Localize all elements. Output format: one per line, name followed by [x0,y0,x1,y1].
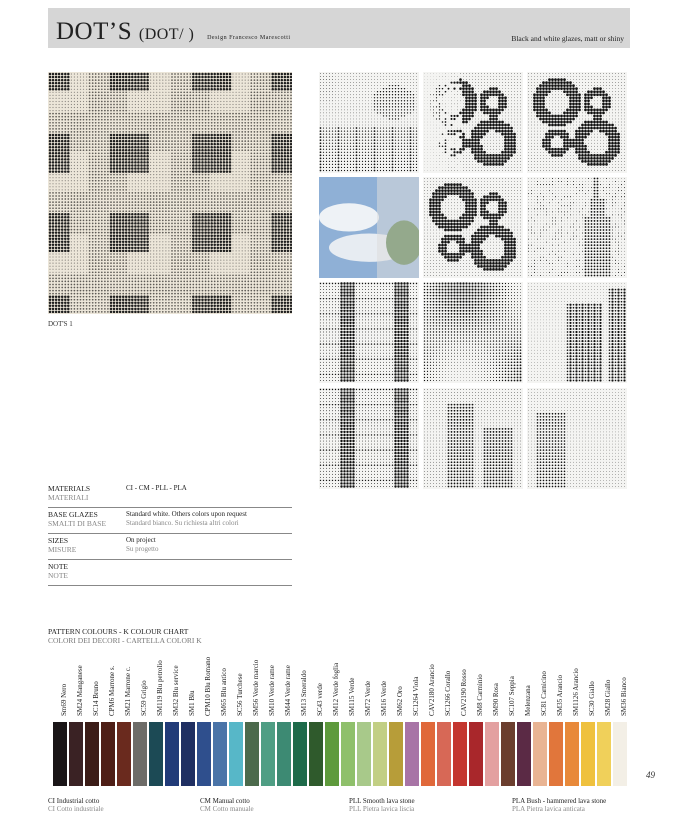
spec-value: Standard white. Others colors upon request [126,510,247,518]
page-number: 49 [646,770,655,780]
colour-swatch [244,648,260,788]
legend-cm [200,797,254,813]
swatch-label: SM115 Verde [348,677,356,716]
swatch-colour-block [405,722,419,786]
colour-swatch [420,648,436,788]
swatch-label: SM90 Rosa [492,683,500,716]
page-header [48,8,630,48]
colour-swatch [580,648,596,788]
swatch-colour-block [165,722,179,786]
photo-tile-trees [319,282,419,383]
swatch-label: SC1266 Corallo [444,670,452,716]
swatch-colour-block [549,722,563,786]
collection-title [56,18,291,46]
photo-tile-halftone [423,282,523,383]
swatch-label: SM24 Manganese [76,665,84,716]
swatch-label: SM1 Blu [188,690,196,716]
legend-en: CM Manual cotto [200,797,250,805]
specifications-table [48,484,292,588]
swatch-colour-block [277,722,291,786]
dots-pattern-graphic [48,72,292,314]
swatch-colour-block [453,722,467,786]
spec-label-it: SMALTI DI BASE [48,519,107,528]
swatch-colour-block [533,722,547,786]
swatch-label: CPM10 Blu Romano [204,656,212,716]
swatch-colour-block [597,722,611,786]
legend-it: CI Cotto industriale [48,805,104,813]
photo-tile-taj-mahal [319,72,419,173]
swatch-colour-block [69,722,83,786]
swatch-label: SM28 Giallo [604,679,612,716]
legend-en: PLL Smooth lava stone [349,797,415,805]
legend-pll [349,797,415,813]
colour-swatch [260,648,276,788]
colour-swatch [388,648,404,788]
colour-swatch [596,648,612,788]
application-photo-grid [319,72,627,490]
swatch-colour-block [373,722,387,786]
swatch-colour-block [437,722,451,786]
photo-tile-swirl-2 [423,177,523,278]
swatch-colour-block [341,722,355,786]
swatch-label: SC43 verde [316,683,324,716]
photo-tile-city [527,282,627,383]
colour-swatch [612,648,628,788]
swatch-colour-block [101,722,115,786]
spec-row-base-glazes [48,510,292,534]
spec-label: MATERIALS [48,484,91,493]
swatch-colour-block [149,722,163,786]
swatch-label: SM72 Verde [364,680,372,716]
swatch-colour-block [469,722,483,786]
main-pattern-image [48,72,292,314]
swatch-colour-block [517,722,531,786]
photo-tile-dissolve-swirl [423,72,523,173]
swatch-colour-block [325,722,339,786]
swatch-colour-block [181,722,195,786]
swatch-label: SM10 Verde rame [268,665,276,716]
spec-label: NOTE [48,562,68,571]
swatch-label: CAV2190 Rosso [460,669,468,716]
colour-swatch [516,648,532,788]
swatch-label: SM16 Verde [380,680,388,716]
swatch-label: SC1264 Viola [412,676,420,716]
colour-swatch [276,648,292,788]
title-text: DOT’S [56,18,133,45]
swatch-colour-block [357,722,371,786]
swatch-colour-block [85,722,99,786]
spec-value-it: Su progetto [126,545,159,553]
swatch-label: SM8 Carminio [476,674,484,716]
colour-swatch [484,648,500,788]
photo-tile-swirl [527,72,627,173]
colour-swatch [148,648,164,788]
colour-swatch [500,648,516,788]
swatch-label: SM119 Blu petrolio [156,660,164,716]
colour-swatch [132,648,148,788]
swatch-colour-block [261,722,275,786]
legend-pla [512,797,606,813]
collection-code: (DOT/ ) [138,26,195,43]
swatch-label: Sm69 Nero [60,683,68,716]
colour-swatch [52,648,68,788]
colour-swatch [564,648,580,788]
swatch-colour-block [53,722,67,786]
colour-swatch-chart [52,648,632,788]
swatch-colour-block [245,722,259,786]
swatch-label: CPM6 Marrone s. [108,665,116,716]
swatch-colour-block [581,722,595,786]
colour-swatch [212,648,228,788]
spec-label: SIZES [48,536,69,545]
colour-swatch [228,648,244,788]
swatch-label: SM44 Verde rame [284,665,292,716]
colour-swatch [324,648,340,788]
swatch-label: SM32 Blu service [172,665,180,716]
spec-value: On project [126,536,156,544]
swatch-colour-block [133,722,147,786]
spec-value-it: Standard bianco. Su richiesta altri colori [126,519,239,527]
colour-swatch [356,648,372,788]
colour-swatch [404,648,420,788]
swatch-colour-block [421,722,435,786]
colour-swatch [452,648,468,788]
spec-row-materials [48,484,292,508]
colour-swatch [372,648,388,788]
legend-ci [48,797,104,813]
colour-swatch [116,648,132,788]
colour-swatch [532,648,548,788]
swatch-colour-block [613,722,627,786]
photo-tile-city-2 [423,388,523,489]
colour-swatch [196,648,212,788]
colour-swatch [436,648,452,788]
swatch-label: SC81 Carnicino [540,671,548,716]
colour-swatch [548,648,564,788]
swatch-colour-block [213,722,227,786]
swatch-label: SM65 Blu antico [220,668,228,716]
spec-row-sizes [48,536,292,560]
swatch-label: Melenzana [524,685,532,716]
swatch-label: SM13 Smeraldo [300,670,308,716]
glaze-description: Black and white glazes, matt or shiny [511,34,624,43]
legend-en: PLA Bush - hammered lava stone [512,797,607,805]
swatch-colour-block [389,722,403,786]
swatch-label: SM62 Oro [396,686,404,716]
swatch-label: SM1126 Arancio [572,668,580,716]
legend-it: PLL Pietra lavica liscia [349,805,415,813]
swatch-label: SM21 Marrone c. [124,666,132,716]
colour-swatch [100,648,116,788]
swatch-label: SM56 Verde marcio [252,659,260,716]
swatch-label: SC30 Giallo [588,681,596,716]
spec-label-it: NOTE [48,571,68,580]
designer-credit: Design Francesco Marescotti [207,35,291,41]
colour-swatch [292,648,308,788]
spec-value: CI - CM - PLL - PLA [126,484,187,492]
colour-swatch [164,648,180,788]
colour-swatch [68,648,84,788]
swatch-label: SM35 Arancio [556,674,564,716]
spec-row-note [48,562,292,586]
colour-swatch [84,648,100,788]
legend-it: CM Cotto manuale [200,805,254,813]
swatch-label: SC59 Grigio [140,680,148,716]
swatch-colour-block [293,722,307,786]
spec-label-it: MATERIALI [48,493,89,502]
photo-tile-city-3 [527,388,627,489]
swatch-label: SC107 Seppia [508,676,516,716]
swatch-colour-block [309,722,323,786]
swatch-label: SM36 Bianco [620,677,628,716]
colour-swatch [340,648,356,788]
legend-en: CI Industrial cotto [48,797,100,805]
swatch-label: SC56 Turchese [236,673,244,716]
swatch-colour-block [485,722,499,786]
photo-tile-trees-2 [319,388,419,489]
swatch-colour-block [117,722,131,786]
colour-chart-title: PATTERN COLOURS - K COLOUR CHART [48,627,189,636]
colour-swatch [308,648,324,788]
spec-label: BASE GLAZES [48,510,98,519]
swatch-colour-block [197,722,211,786]
swatch-label: SM12 Verde foglia [332,662,340,716]
photo-tile-skyscraper [527,177,627,278]
colour-swatch [468,648,484,788]
swatch-colour-block [565,722,579,786]
swatch-colour-block [229,722,243,786]
swatch-colour-block [501,722,515,786]
colour-chart-subtitle: COLORI DEI DECORI - CARTELLA COLORI K [48,636,202,645]
colour-swatch [180,648,196,788]
main-image-caption: DOT'S 1 [48,320,73,328]
swatch-label: SC14 Bruno [92,681,100,716]
swatch-label: CAV2180 Arancio [428,664,436,716]
legend-it: PLA Pietra lavica anticata [512,805,585,813]
photo-tile-sky-tree [319,177,419,278]
spec-label-it: MISURE [48,545,77,554]
